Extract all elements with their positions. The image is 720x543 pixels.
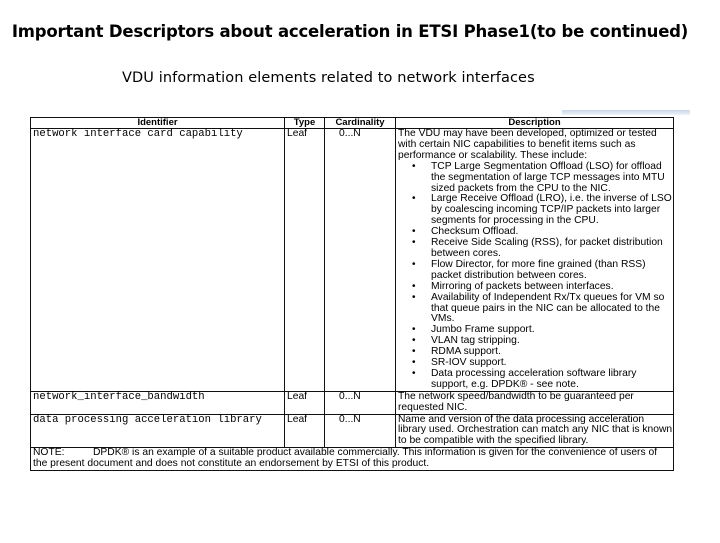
row-description: [396, 129, 674, 392]
bullet-icon: •: [412, 346, 416, 358]
capability-list-item: [398, 369, 673, 391]
header-description: Description: [396, 118, 674, 129]
bullet-icon: •: [412, 193, 416, 205]
description-text: The VDU may have been developed, optimized or tested with certain NIC capabilities to benefit items such as performance or scalability. These include:: [398, 128, 657, 161]
row-cardinality: 0...N: [325, 129, 396, 392]
table-row: [31, 129, 674, 392]
descriptor-table: [30, 117, 674, 471]
row-identifier: data processing acceleration library: [31, 414, 285, 448]
row-description: The network speed/bandwidth to be guaranteed per requested NIC.: [396, 391, 674, 414]
row-description: Name and version of the data processing acceleration library used. Orchestration can match any NIC that is known to be compatible with the specified library.: [396, 414, 674, 448]
row-type: Leaf: [285, 129, 325, 392]
row-type: Leaf: [285, 414, 325, 448]
row-type: Leaf: [285, 391, 325, 414]
row-cardinality: 0...N: [325, 391, 396, 414]
table-header-row: [31, 118, 674, 129]
table-row: [31, 391, 674, 414]
row-cardinality: 0...N: [325, 414, 396, 448]
capability-text: RDMA support.: [431, 346, 501, 358]
bullet-icon: •: [412, 357, 416, 369]
capability-list-item: [398, 293, 673, 326]
bullet-icon: •: [412, 291, 416, 303]
bullet-icon: •: [412, 226, 416, 238]
header-identifier: Identifier: [31, 118, 285, 129]
note-text: DPDK® is an example of a suitable product available commercially. This information is given for the convenience of users of the present document and does not constitute an endorsement by ETSI of this product.: [33, 447, 658, 470]
capability-list-item: [398, 162, 673, 195]
row-identifier: network interface card capability: [31, 129, 285, 392]
bullet-icon: •: [412, 280, 416, 292]
table-row: [31, 414, 674, 448]
capability-text: Availability of Independent Rx/Tx queues for VM so that queue pairs in the NIC can be allocated to the VMs.: [431, 291, 665, 325]
decorative-line: [562, 110, 690, 115]
capability-text: TCP Large Segmentation Offload (LSO) for offload the segmentation of large TCP messages into MTU sized packets from the CPU to the NIC.: [431, 160, 665, 194]
note-label: NOTE:: [33, 447, 65, 459]
capability-text: VLAN tag stripping.: [431, 335, 520, 347]
descriptor-table-image: [30, 117, 673, 543]
capability-list-item: [398, 238, 673, 260]
table-note-row: [31, 448, 674, 471]
bullet-icon: •: [412, 237, 416, 249]
capability-text: Data processing acceleration software library support, e.g. DPDK® - see note.: [431, 367, 637, 390]
header-cardinality: Cardinality: [325, 118, 396, 129]
bullet-icon: •: [412, 324, 416, 336]
bullet-icon: •: [412, 367, 416, 379]
capability-list-item: [398, 194, 673, 227]
bullet-icon: •: [412, 160, 416, 172]
slide-title: Important Descriptors about acceleration in ETSI Phase1(to be continued): [11, 22, 689, 41]
capability-text: Jumbo Frame support.: [431, 324, 535, 336]
capability-list: [398, 162, 673, 391]
capability-text: Receive Side Scaling (RSS), for packet distribution between cores.: [431, 237, 663, 259]
header-type: Type: [285, 118, 325, 129]
capability-text: Large Receive Offload (LRO), i.e. the inverse of LSO by coalescing incoming TCP/IP packets into larger segments for processing in the CPU.: [431, 193, 672, 227]
capability-text: Mirroring of packets between interfaces.: [431, 280, 614, 292]
capability-text: Flow Director, for more fine grained (than RSS) packet distribution between cores.: [431, 258, 646, 281]
bullet-icon: •: [412, 335, 416, 347]
capability-text: Checksum Offload.: [431, 226, 519, 238]
capability-list-item: [398, 260, 673, 282]
table-note: [31, 448, 674, 471]
row-identifier: network_interface_bandwidth: [31, 391, 285, 414]
bullet-icon: •: [412, 258, 416, 270]
slide-subtitle: VDU information elements related to network interfaces: [122, 70, 535, 86]
capability-text: SR-IOV support.: [431, 357, 507, 369]
